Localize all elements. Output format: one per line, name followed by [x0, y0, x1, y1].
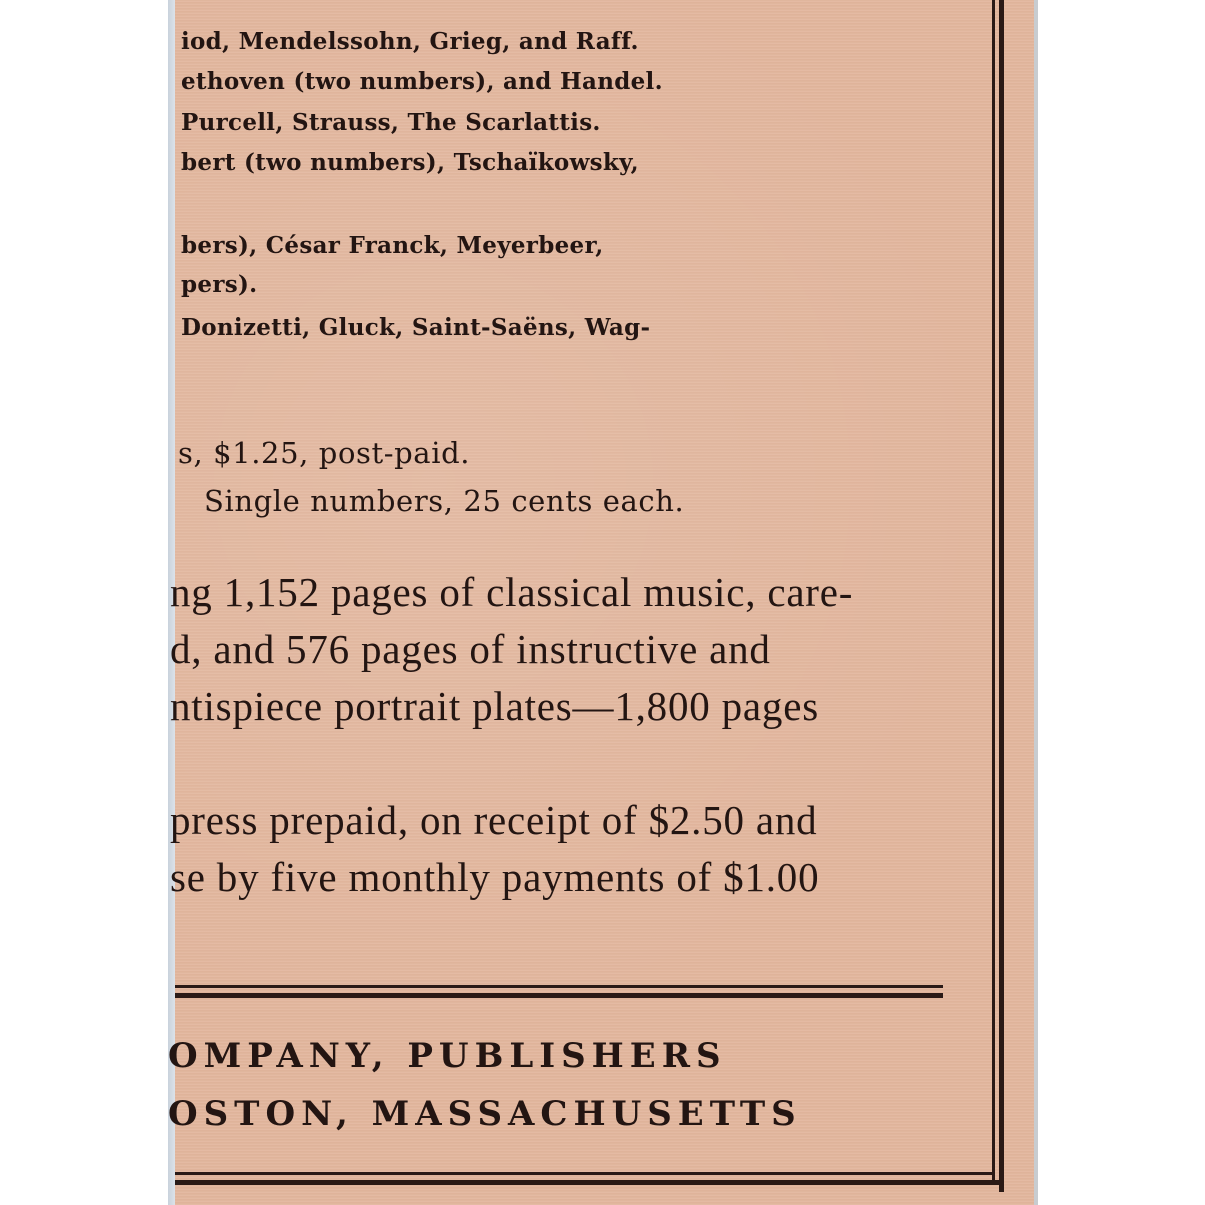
footer-top-thick-rule [175, 993, 943, 998]
payment-line-2: se by five monthly payments of $1.00 [170, 854, 820, 900]
publisher-line: OMPANY, PUBLISHERS [168, 1036, 727, 1076]
footer-bottom-thick-rule [175, 1180, 1004, 1185]
paper-right-edge [1034, 0, 1038, 1205]
pricing-line-2: Single numbers, 25 cents each. [204, 484, 685, 518]
border-right-thin-rule [992, 0, 995, 1185]
description-line-3: ntispiece portrait plates—1,800 pages [170, 683, 819, 729]
pricing-line-1: s, $1.25, post-paid. [178, 436, 471, 470]
footer-bottom-thin-rule [175, 1172, 995, 1175]
composer-line-6: pers). [181, 271, 258, 298]
border-right-thick-rule [999, 0, 1004, 1192]
composer-line-4: bert (two numbers), Tschaïkowsky, [181, 149, 639, 176]
composer-line-5: bers), César Franck, Meyerbeer, [181, 232, 604, 259]
description-line-2: d, and 576 pages of instructive and [170, 626, 771, 672]
description-line-1: ng 1,152 pages of classical music, care- [170, 569, 854, 615]
footer-top-thin-rule [175, 985, 943, 988]
payment-line-1: press prepaid, on receipt of $2.50 and [170, 797, 818, 843]
composer-line-3: Purcell, Strauss, The Scarlattis. [181, 109, 601, 136]
location-line: OSTON, MASSACHUSETTS [168, 1094, 802, 1134]
composer-line-1: iod, Mendelssohn, Grieg, and Raff. [181, 28, 639, 55]
composer-line-7: Donizetti, Gluck, Saint-Saëns, Wag- [181, 314, 651, 341]
composer-line-2: ethoven (two numbers), and Handel. [181, 68, 663, 95]
